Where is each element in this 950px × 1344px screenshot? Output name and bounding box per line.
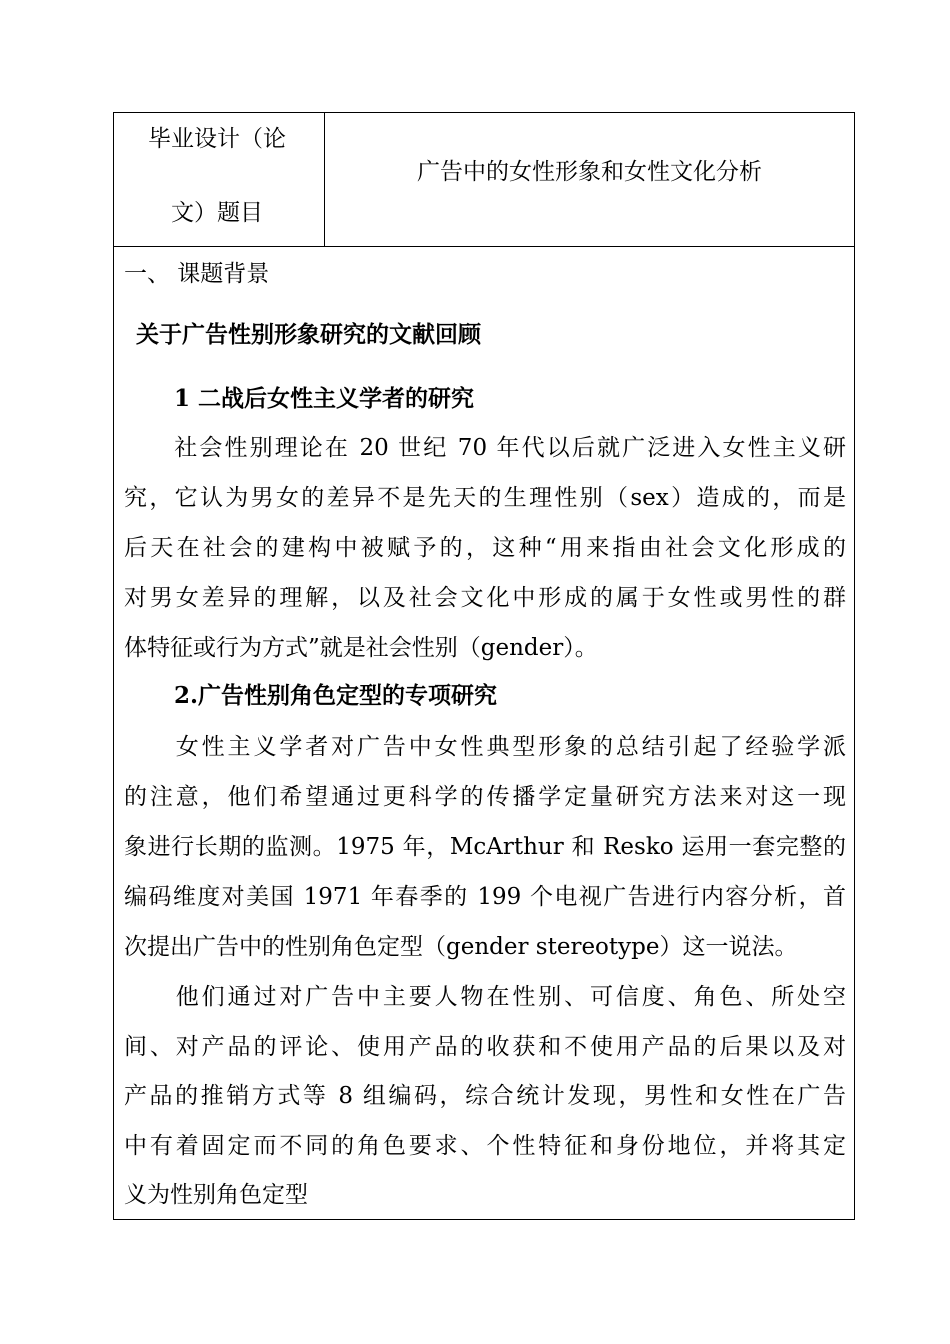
para2-line: 的注意，他们希望通过更科学的传播学定量研究方法来对这一现 <box>124 784 846 810</box>
para1-line: 对男女差异的理解，以及社会文化中形成的属于女性或男性的群 <box>124 585 846 611</box>
para1-line: 体特征或行为方式”就是社会性别（gender）。 <box>124 635 598 661</box>
para3-line: 他们通过对广告中主要人物在性别、可信度、角色、所处空 <box>124 984 846 1010</box>
para1-line: 后天在社会的建构中被赋予的，这种“用来指由社会文化形成的 <box>124 535 846 561</box>
document-table <box>113 112 855 1220</box>
review-heading: 关于广告性别形象研究的文献回顾 <box>136 321 481 348</box>
subheading-1: 1 二战后女性主义学者的研究 <box>174 385 475 412</box>
header-row <box>114 113 854 247</box>
topic-label-line-2: 文）题目 <box>171 200 263 226</box>
section-heading: 一、 课题背景 <box>124 261 270 287</box>
para2-line: 象进行长期的监测。1975 年，McArthur 和 Resko 运用一套完整的 <box>124 834 846 860</box>
para2-line: 女性主义学者对广告中女性典型形象的总结引起了经验学派 <box>124 734 846 760</box>
topic-label-cell <box>114 113 325 246</box>
para3-line: 间、对产品的评论、使用产品的收获和不使用产品的后果以及对 <box>124 1034 846 1060</box>
para2-line: 次提出广告中的性别角色定型（gender stereotype）这一说法。 <box>124 934 798 960</box>
para1-line: 社会性别理论在 20 世纪 70 年代以后就广泛进入女性主义研 <box>124 435 846 461</box>
subheading-2: 2.广告性别角色定型的专项研究 <box>174 682 498 709</box>
para3-line: 义为性别角色定型 <box>124 1182 308 1208</box>
para1-line: 究，它认为男女的差异不是先天的生理性别（sex）造成的，而是 <box>124 485 846 511</box>
topic-title-cell <box>325 113 854 246</box>
para3-line: 中有着固定而不同的角色要求、个性特征和身份地位，并将其定 <box>124 1133 846 1159</box>
thesis-title: 广告中的女性形象和女性文化分析 <box>417 159 762 185</box>
topic-label-line-1: 毕业设计（论 <box>148 126 286 152</box>
para3-line: 产品的推销方式等 8 组编码，综合统计发现，男性和女性在广告 <box>124 1083 846 1109</box>
para2-line: 编码维度对美国 1971 年春季的 199 个电视广告进行内容分析，首 <box>124 884 846 910</box>
